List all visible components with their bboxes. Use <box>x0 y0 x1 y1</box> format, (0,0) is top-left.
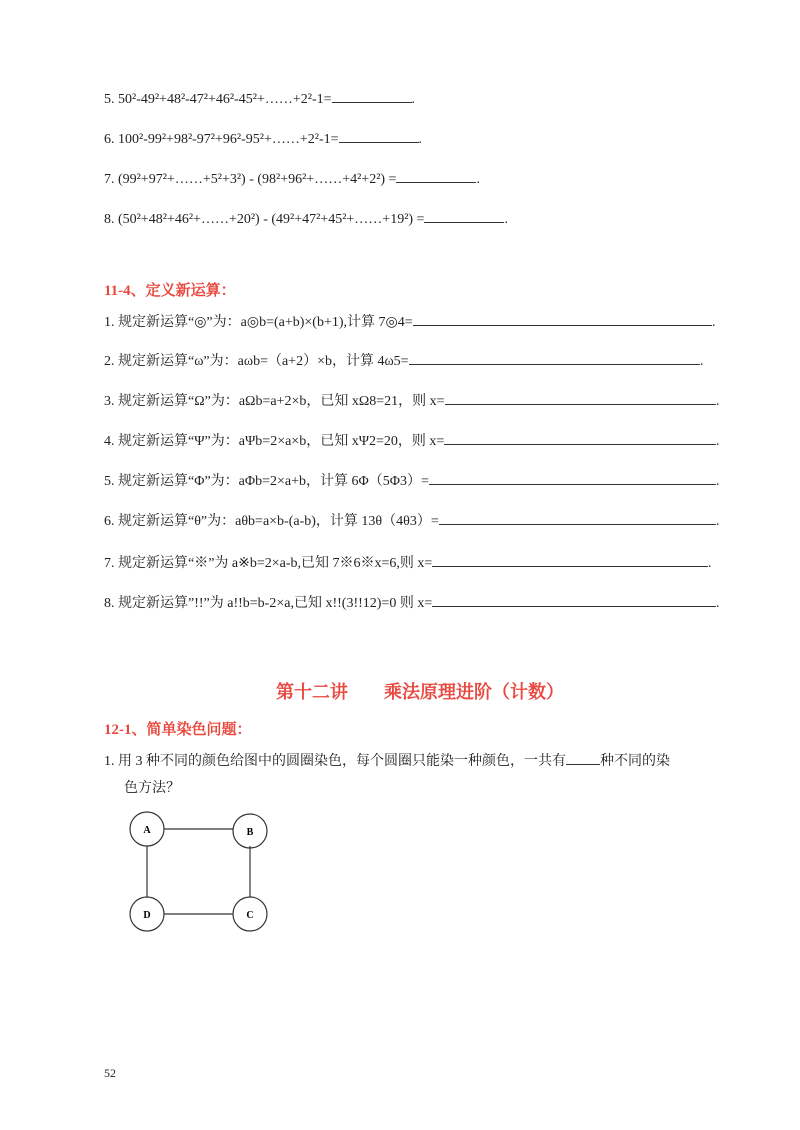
node-a <box>130 812 164 846</box>
operation-exercise-5: 5. 规定新运算“Φ”为：aΦb=2×a+b，计算 6Φ（5Φ3）= . <box>104 470 720 490</box>
node-c <box>233 897 267 931</box>
answer-blank[interactable] <box>413 311 712 326</box>
exercise-text: 6. 100²-99²+98²-97²+96²-95²+……+2²-1= <box>104 132 339 147</box>
section-heading-11-4: 11-4、定义新运算： <box>104 283 236 299</box>
exercise-6: 6. 100²-99²+98²-97²+96²-95²+……+2²-1= . <box>104 128 422 148</box>
operation-exercise-4: 4. 规定新运算“Ψ”为：aΨb=2×a×b，已知 xΨ2=20，则 x= . <box>104 430 720 450</box>
node-d <box>130 897 164 931</box>
question-text: 1. 用 3 种不同的颜色给图中的圆圈染色，每个圆圈只能染一种颜色，一共有 <box>104 754 566 769</box>
node-b <box>233 814 267 848</box>
chapter-title: 第十二讲 乘法原理进阶（计数） <box>276 682 564 702</box>
exercise-7: 7. (99²+97²+……+5²+3²) - (98²+96²+……+4²+2²) = . <box>104 168 480 188</box>
operation-exercise-3: 3. 规定新运算“Ω”为：aΩb=a+2×b，已知 xΩ8=21，则 x= . <box>104 390 720 410</box>
exercise-text: 5. 50²-49²+48²-47²+46²-45²+……+2²-1= <box>104 92 332 107</box>
node-label-a: A <box>143 825 151 836</box>
exercise-text: 2. 规定新运算“ω”为：aωb=（a+2）×b，计算 4ω5= <box>104 354 409 369</box>
page-number: 52 <box>104 1066 116 1080</box>
answer-blank[interactable] <box>432 592 716 607</box>
question-text: 种不同的染 <box>600 754 670 769</box>
exercise-5: 5. 50²-49²+48²-47²+46²-45²+……+2²-1= . <box>104 88 415 108</box>
question-1-cont: 色方法？ <box>124 781 180 796</box>
operation-exercise-6: 6. 规定新运算“θ”为：aθb=a×b-(a-b)，计算 13θ（4θ3）= . <box>104 510 720 530</box>
exercise-8: 8. (50²+48²+46²+……+20²) - (49²+47²+45²+……+19²) = . <box>104 208 508 228</box>
answer-blank[interactable] <box>332 88 412 103</box>
exercise-text: 3. 规定新运算“Ω”为：aΩb=a+2×b，已知 xΩ8=21，则 x= <box>104 394 445 409</box>
exercise-text: 6. 规定新运算“θ”为：aθb=a×b-(a-b)，计算 13θ（4θ3）= <box>104 514 439 529</box>
question-1 <box>104 750 670 770</box>
section-heading-12-1: 12-1、简单染色问题： <box>104 722 252 738</box>
exercise-text: 5. 规定新运算“Φ”为：aΦb=2×a+b，计算 6Φ（5Φ3）= <box>104 474 429 489</box>
exercise-text: 1. 规定新运算“◎”为：a◎b=(a+b)×(b+1),计算 7◎4= <box>104 315 413 330</box>
node-label-d: D <box>143 910 151 921</box>
node-label-c: C <box>246 910 254 921</box>
answer-blank[interactable] <box>439 510 716 525</box>
exercise-text: 8. 规定新运算”!!”为 a!!b=b-2×a,已知 x!!(3!!12)=0 则 x= <box>104 596 433 611</box>
operation-exercise-7: 7. 规定新运算“※”为 a※b=2×a-b,已知 7※6※x=6,则 x= . <box>104 552 712 572</box>
answer-blank[interactable] <box>432 552 708 567</box>
exercise-text: 7. (99²+97²+……+5²+3²) - (98²+96²+……+4²+2²) = <box>104 172 397 187</box>
operation-exercise-8: 8. 规定新运算”!!”为 a!!b=b-2×a,已知 x!!(3!!12)=0 则 x= . <box>104 592 720 612</box>
node-label-b: B <box>246 827 254 838</box>
answer-blank[interactable] <box>424 208 504 223</box>
exercise-text: 4. 规定新运算“Ψ”为：aΨb=2×a×b，已知 xΨ2=20，则 x= <box>104 434 445 449</box>
answer-blank[interactable] <box>566 750 600 765</box>
answer-blank[interactable] <box>445 390 716 405</box>
answer-blank[interactable] <box>396 168 476 183</box>
operation-exercise-1: 1. 规定新运算“◎”为：a◎b=(a+b)×(b+1),计算 7◎4= . <box>104 311 716 331</box>
operation-exercise-2: 2. 规定新运算“ω”为：aωb=（a+2）×b，计算 4ω5= . <box>104 350 704 370</box>
answer-blank[interactable] <box>444 430 716 445</box>
answer-blank[interactable] <box>429 470 716 485</box>
exercise-text: 8. (50²+48²+46²+……+20²) - (49²+47²+45²+……+19²) = <box>104 212 425 227</box>
exercise-text: 7. 规定新运算“※”为 a※b=2×a-b,已知 7※6※x=6,则 x= <box>104 556 433 571</box>
answer-blank[interactable] <box>339 128 419 143</box>
answer-blank[interactable] <box>409 350 700 365</box>
